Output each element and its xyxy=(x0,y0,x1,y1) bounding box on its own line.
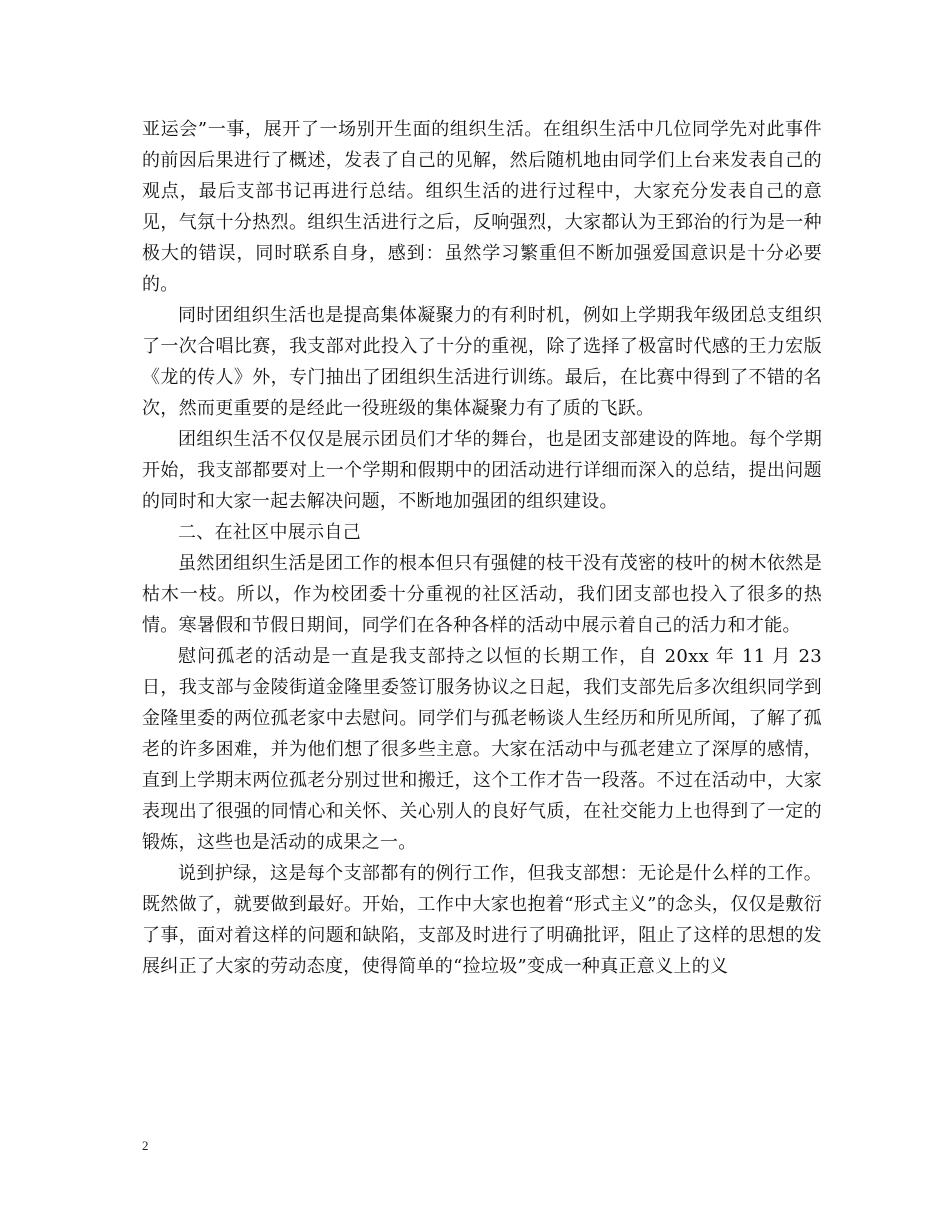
paragraph: 慰问孤老的活动是一直是我支部持之以恒的长期工作，自 20xx 年 11 月 23 日，我支部与金陵街道金隆里委签订服务协议之日起，我们支部先后多次组织同学到金隆里委的两位孤老家中去慰问。同学们与孤老畅谈人生经历和所见所闻，了解了孤老的许多困难，并为他们想了很多些主意。大家在活动中与孤老建立了深厚的感情，直到上学期末两位孤老分别过世和搬迁，这个工作才告一段落。不过在活动中，大家表现出了很强的同情心和关怀、关心别人的良好气质，在社交能力上也得到了一定的锻炼，这些也是活动的成果之一。 xyxy=(142,646,822,853)
section-heading: 二、在社区中展示自己 xyxy=(178,522,361,543)
paragraph: 说到护绿，这是每个支部都有的例行工作，但我支部想：无论是什么样的工作。既然做了，就要做到最好。开始，工作中大家也抱着“形式主义”的念头，仅仅是敷衍了事，面对着这样的问题和缺陷，支部及时进行了明确批评，阻止了这样的思想的发展纠正了大家的劳动态度，使得简单的“捡垃圾”变成一种真正意义上的义 xyxy=(142,863,822,977)
paragraph: 亚运会”一事，展开了一场别开生面的组织生活。在组织生活中几位同学先对此事件的前因后果进行了概述，发表了自己的见解，然后随机地由同学们上台来发表自己的观点，最后支部书记再进行总结。组织生活的进行过程中，大家充分发表自己的意见，气氛十分热烈。组织生活进行之后，反响强烈，大家都认为王郅治的行为是一种极大的错误，同时联系自身，感到：虽然学习繁重但不断加强爱国意识是十分必要的。 xyxy=(142,119,822,295)
document-body xyxy=(142,114,822,982)
paragraph: 虽然团组织生活是团工作的根本但只有强健的枝干没有茂密的枝叶的树木依然是枯木一枝。所以，作为校团委十分重视的社区活动，我们团支部也投入了很多的热情。寒暑假和节假日期间，同学们在各种各样的活动中展示着自己的活力和才能。 xyxy=(142,553,822,636)
page-number: 2 xyxy=(142,1138,149,1153)
paragraph: 团组织生活不仅仅是展示团员们才华的舞台，也是团支部建设的阵地。每个学期开始，我支部都要对上一个学期和假期中的团活动进行详细而深入的总结，提出问题的同时和大家一起去解决问题，不断地加强团的组织建设。 xyxy=(142,429,822,512)
paragraph: 同时团组织生活也是提高集体凝聚力的有利时机，例如上学期我年级团总支组织了一次合唱比赛，我支部对此投入了十分的重视，除了选择了极富时代感的王力宏版《龙的传人》外，专门抽出了团组织生活进行训练。最后，在比赛中得到了不错的名次，然而更重要的是经此一役班级的集体凝聚力有了质的飞跃。 xyxy=(142,305,822,419)
